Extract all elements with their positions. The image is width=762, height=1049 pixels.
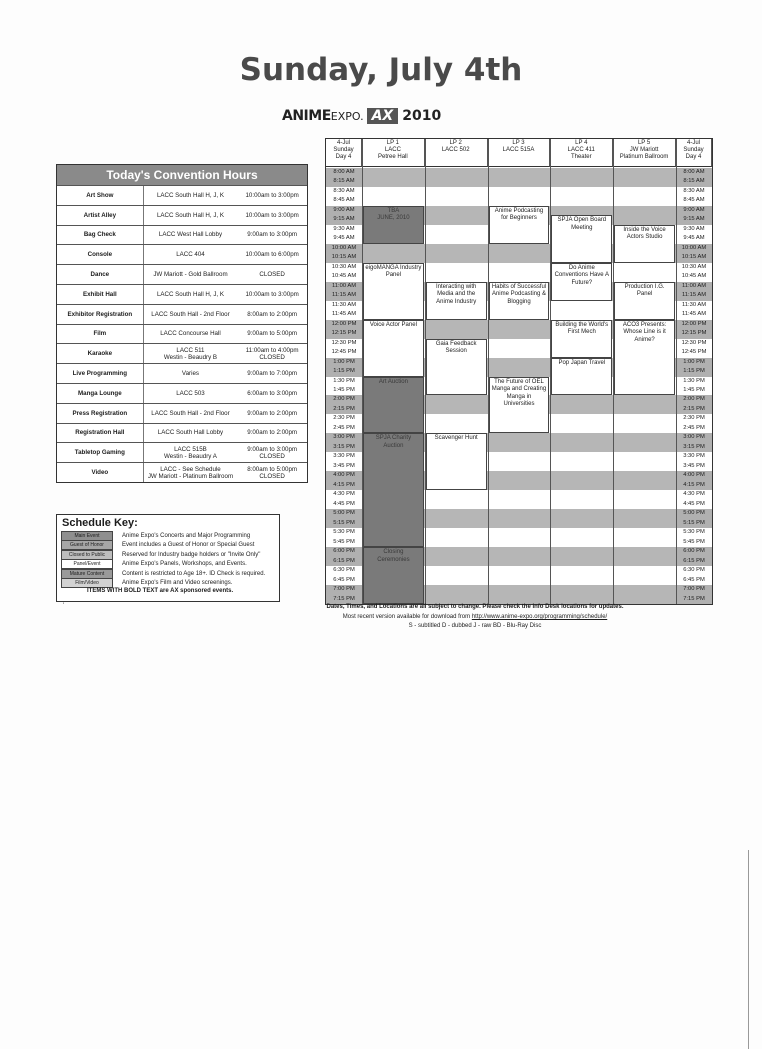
time-slot: 5:00 PM xyxy=(326,509,362,518)
time-slot: 3:15 PM xyxy=(676,443,712,452)
anime-expo-logo xyxy=(282,104,482,128)
hour-band xyxy=(362,177,676,186)
time-slot: 11:30 AM xyxy=(331,301,357,308)
hours-location: JW Mariott - Gold Ballroom xyxy=(153,271,228,279)
key-swatch: Main Event xyxy=(61,531,113,541)
time-slot: 1:00 PM xyxy=(676,358,712,367)
time-slot: 1:00 PM xyxy=(326,358,362,367)
schedule-event: ACO3 Presents: Whose Line is it Anime? xyxy=(614,320,675,396)
time-column-left xyxy=(326,168,362,604)
hours-location: LACC Concourse Hall xyxy=(160,330,221,338)
time-slot: 12:00 PM xyxy=(676,320,712,329)
footer-download-text: Most recent version available for download from xyxy=(342,614,471,620)
key-description: Anime Expo's Film and Video screenings. xyxy=(122,580,233,587)
key-row xyxy=(57,531,279,541)
time-slot: 6:45 PM xyxy=(333,576,355,583)
hours-time: 9:00am to 2:00pm xyxy=(247,409,298,417)
hours-row xyxy=(57,185,307,205)
column-divider xyxy=(488,139,489,604)
column-divider xyxy=(425,139,426,604)
hours-name: Karaoke xyxy=(57,344,144,363)
key-swatch: Mature Content xyxy=(61,569,113,579)
hours-time: 10:00am to 3:00pm xyxy=(245,191,299,199)
hours-row xyxy=(57,403,307,423)
time-slot: 4:15 PM xyxy=(326,481,362,490)
time-slot: 2:30 PM xyxy=(683,415,705,422)
time-slot: 8:30 AM xyxy=(333,187,355,194)
schedule-event: Gaia Feedback Session xyxy=(426,339,487,396)
room-header xyxy=(613,139,676,167)
hours-name: Tabletop Gaming xyxy=(57,443,144,462)
hours-name: Film xyxy=(57,325,144,344)
key-swatch: Film/Video xyxy=(61,578,113,588)
time-slot: 8:15 AM xyxy=(676,177,712,186)
schedule-event: TBA JUNE, 2010 xyxy=(363,206,424,244)
time-slot: 3:15 PM xyxy=(326,443,362,452)
time-slot: 1:45 PM xyxy=(683,387,705,393)
schedule-event: Habits of Successful Anime Podcasting & Blogging xyxy=(489,282,550,320)
hours-location: LACC 515B Westin - Beaudry A xyxy=(164,445,217,460)
logo-expo: EXPO. xyxy=(330,109,364,123)
room-header xyxy=(425,139,488,167)
time-slot: 8:00 AM xyxy=(676,168,712,177)
time-slot: 5:00 PM xyxy=(676,509,712,518)
hours-location: LACC South Hall H, J, K xyxy=(156,290,224,298)
key-row xyxy=(57,550,279,560)
time-slot: 12:45 PM xyxy=(681,349,707,356)
hours-location: LACC South Hall H, J, K xyxy=(156,211,224,219)
key-row xyxy=(57,560,279,570)
room-name: LACC 411 Theater xyxy=(567,147,595,160)
time-slot: 10:15 AM xyxy=(326,253,362,262)
hours-name: Bag Check xyxy=(57,226,144,245)
logo-anime: ANIME xyxy=(282,108,331,124)
time-slot: 11:00 AM xyxy=(326,282,362,291)
hours-location: LACC West Hall Lobby xyxy=(158,231,223,239)
schedule-event: Voice Actor Panel xyxy=(363,320,424,377)
time-header-line: 4-Jul xyxy=(686,140,700,146)
hours-location: LACC South Hall - 2nd Floor xyxy=(151,409,230,417)
time-slot: 9:30 AM xyxy=(683,225,705,232)
footer-legend: S - subtitled D - dubbed J - raw BD - Blu-Ray Disc xyxy=(408,623,542,629)
time-slot: 10:15 AM xyxy=(676,253,712,262)
page-title: Sunday, July 4th xyxy=(239,52,523,88)
hours-time: 9:00am to 3:00pm CLOSED xyxy=(247,445,298,460)
hours-title: Today's Convention Hours xyxy=(57,165,307,185)
time-slot: 5:15 PM xyxy=(676,519,712,528)
hours-row xyxy=(57,363,307,383)
hours-row xyxy=(57,264,307,284)
time-slot: 10:00 AM xyxy=(326,244,362,253)
time-header-line: Sunday xyxy=(683,147,704,153)
hours-row xyxy=(57,442,307,462)
time-header-right xyxy=(676,139,712,167)
hours-location: Varies xyxy=(181,370,200,378)
hours-time: 8:00am to 2:00pm xyxy=(247,310,298,318)
time-slot: 8:45 AM xyxy=(333,197,355,204)
key-description: Anime Expo's Concerts and Major Programming xyxy=(122,532,251,539)
hours-row xyxy=(57,343,307,363)
schedule-grid xyxy=(325,138,713,605)
hours-time: 8:00am to 5:00pm CLOSED xyxy=(247,465,298,480)
time-slot: 12:00 PM xyxy=(326,320,362,329)
key-swatch: Guest of Honor xyxy=(61,540,113,550)
time-column-right xyxy=(676,168,712,604)
time-header-left xyxy=(326,139,362,167)
hours-row xyxy=(57,324,307,344)
time-slot: 10:45 AM xyxy=(681,273,707,280)
time-slot: 9:15 AM xyxy=(326,215,362,224)
hours-location: LACC 503 xyxy=(176,389,205,397)
hours-name: Registration Hall xyxy=(57,424,144,443)
time-slot: 11:15 AM xyxy=(676,291,712,300)
time-header-line: Sunday xyxy=(333,147,354,153)
room-code: LP 3 xyxy=(512,140,525,146)
time-slot: 11:00 AM xyxy=(676,282,712,291)
hours-location: LACC South Hall - 2nd Floor xyxy=(151,310,230,318)
time-slot: 11:30 AM xyxy=(681,301,707,308)
hours-time: 6:00am to 3:00pm xyxy=(247,389,298,397)
time-slot: 6:30 PM xyxy=(333,567,355,574)
hours-row xyxy=(57,205,307,225)
key-swatch: Panel/Event xyxy=(61,559,113,569)
column-divider xyxy=(362,139,363,604)
schedule-event: SPJA Open Board Meeting xyxy=(551,215,612,262)
time-slot: 9:00 AM xyxy=(326,206,362,215)
hours-name: Art Show xyxy=(57,186,144,205)
time-slot: 12:30 PM xyxy=(331,339,357,346)
time-slot: 4:45 PM xyxy=(683,500,705,507)
schedule-event: The Future of OEL Manga and Creating Manga in Universities xyxy=(489,377,550,434)
hours-time: 10:00am to 3:00pm xyxy=(245,290,299,298)
hours-name: Console xyxy=(57,245,144,264)
room-header xyxy=(362,139,425,167)
convention-hours-table xyxy=(56,164,308,483)
page-edge-line xyxy=(748,850,749,1049)
hours-row xyxy=(57,225,307,245)
schedule-link[interactable]: http://www.anime-expo.org/programming/schedule/ xyxy=(471,614,608,620)
time-slot: 4:00 PM xyxy=(326,471,362,480)
schedule-event: Inside the Voice Actors Studio xyxy=(614,225,675,263)
time-slot: 10:30 AM xyxy=(331,263,357,270)
time-slot: 2:15 PM xyxy=(676,405,712,414)
hours-location: LACC 404 xyxy=(176,251,205,259)
hours-time: 9:00am to 2:00pm xyxy=(247,429,298,437)
hours-name: Press Registration xyxy=(57,404,144,423)
time-slot: 6:00 PM xyxy=(326,547,362,556)
hours-row xyxy=(57,423,307,443)
schedule-event: SPJA Charity Auction xyxy=(363,433,424,547)
time-slot: 9:45 AM xyxy=(683,235,705,242)
hours-name: Video xyxy=(57,463,144,482)
hours-location: LACC South Hall Lobby xyxy=(157,429,224,437)
time-slot: 8:00 AM xyxy=(326,168,362,177)
time-slot: 7:15 PM xyxy=(676,595,712,604)
hours-name: Dance xyxy=(57,265,144,284)
time-slot: 10:30 AM xyxy=(681,263,707,270)
key-description: Content is restricted to Age 18+. ID Check is required. xyxy=(122,570,266,577)
time-slot: 7:00 PM xyxy=(326,585,362,594)
key-description: Reserved for Industry badge holders or "Invite Only" xyxy=(122,551,261,558)
hours-time: 10:00am to 3:00pm xyxy=(245,211,299,219)
schedule-event: eigoMANGA Industry Panel xyxy=(363,263,424,320)
schedule-event: Anime Podcasting for Beginners xyxy=(489,206,550,244)
time-slot: 1:30 PM xyxy=(683,377,705,384)
time-slot: 1:15 PM xyxy=(676,367,712,376)
stray-mark: ' xyxy=(63,603,65,609)
time-slot: 2:15 PM xyxy=(326,405,362,414)
hours-time: 11:00am to 4:00pm CLOSED xyxy=(245,346,299,361)
time-slot: 3:30 PM xyxy=(683,453,705,460)
hours-row xyxy=(57,304,307,324)
time-slot: 9:15 AM xyxy=(676,215,712,224)
key-title: Schedule Key: xyxy=(62,517,138,529)
schedule-event: Closing Ceremonies xyxy=(363,547,424,604)
time-slot: 6:45 PM xyxy=(683,576,705,583)
column-divider xyxy=(550,139,551,604)
room-code: LP 4 xyxy=(575,140,588,146)
hours-time: 9:00am to 3:00pm xyxy=(247,231,298,239)
key-footer: ITEMS WITH BOLD TEXT are AX sponsored events. xyxy=(87,588,234,594)
key-description: Event includes a Guest of Honor or Special Guest xyxy=(122,542,255,549)
time-slot: 5:15 PM xyxy=(326,519,362,528)
time-slot: 12:15 PM xyxy=(326,329,362,338)
room-name: LACC Petree Hall xyxy=(378,147,408,160)
footer-disclaimer: Dates, Times, and Locations are all subject to change. Please check the Info Desk locations for updates. xyxy=(326,604,624,610)
schedule-event: Art Auction xyxy=(363,377,424,434)
time-slot: 11:45 AM xyxy=(331,311,357,318)
time-slot: 11:15 AM xyxy=(326,291,362,300)
room-header xyxy=(550,139,613,167)
hours-row xyxy=(57,383,307,403)
time-slot: 9:00 AM xyxy=(676,206,712,215)
time-slot: 9:45 AM xyxy=(333,235,355,242)
schedule-event: Interacting with Media and the Anime Industry xyxy=(426,282,487,320)
hours-row xyxy=(57,462,307,482)
hours-name: Artist Alley xyxy=(57,206,144,225)
time-slot: 2:30 PM xyxy=(333,415,355,422)
time-slot: 3:30 PM xyxy=(333,453,355,460)
time-slot: 6:30 PM xyxy=(683,567,705,574)
hours-name: Exhibitor Registration xyxy=(57,305,144,324)
time-header-line: Day 4 xyxy=(335,154,352,160)
hours-row xyxy=(57,284,307,304)
time-header-line: 4-Jul xyxy=(336,140,350,146)
time-slot: 4:15 PM xyxy=(676,481,712,490)
room-code: LP 2 xyxy=(449,140,462,146)
time-slot: 4:30 PM xyxy=(683,491,705,498)
time-slot: 8:45 AM xyxy=(683,197,705,204)
schedule-event: Pop Japan Travel xyxy=(551,358,612,396)
hour-band xyxy=(362,168,676,177)
room-name: LACC 502 xyxy=(441,147,470,153)
hours-name: Exhibit Hall xyxy=(57,285,144,304)
time-slot: 10:45 AM xyxy=(331,273,357,280)
time-slot: 7:00 PM xyxy=(676,585,712,594)
column-divider xyxy=(676,139,677,604)
key-row xyxy=(57,569,279,579)
key-row xyxy=(57,541,279,551)
column-divider xyxy=(613,139,614,604)
time-slot: 6:15 PM xyxy=(326,557,362,566)
hours-location: LACC - See Schedule JW Mariott - Platinum Ballroom xyxy=(147,465,234,480)
time-slot: 4:45 PM xyxy=(333,500,355,507)
key-description: Anime Expo's Panels, Workshops, and Events. xyxy=(122,561,247,568)
time-slot: 1:30 PM xyxy=(333,377,355,384)
time-slot: 3:45 PM xyxy=(683,462,705,469)
time-slot: 2:00 PM xyxy=(326,395,362,404)
schedule-event: Scavenger Hunt xyxy=(426,433,487,490)
schedule-key xyxy=(56,514,280,602)
key-swatch: Closed to Public xyxy=(61,550,113,560)
logo-ax: AX xyxy=(367,108,399,124)
schedule-event: Production I.G. Panel xyxy=(614,282,675,320)
hours-name: Live Programming xyxy=(57,364,144,383)
time-slot: 4:30 PM xyxy=(333,491,355,498)
time-header-line: Day 4 xyxy=(685,154,702,160)
time-slot: 3:45 PM xyxy=(333,462,355,469)
time-slot: 3:00 PM xyxy=(676,433,712,442)
schedule-event: Do Anime Conventions Have A Future? xyxy=(551,263,612,301)
time-slot: 5:45 PM xyxy=(683,538,705,545)
time-slot: 12:30 PM xyxy=(681,339,707,346)
time-slot: 6:15 PM xyxy=(676,557,712,566)
time-slot: 11:45 AM xyxy=(681,311,707,318)
time-slot: 8:15 AM xyxy=(326,177,362,186)
time-slot: 5:30 PM xyxy=(683,529,705,536)
time-slot: 4:00 PM xyxy=(676,471,712,480)
hours-time: 9:00am to 5:00pm xyxy=(247,330,298,338)
logo-year: 2010 xyxy=(402,108,442,124)
hours-time: CLOSED xyxy=(259,271,285,279)
key-row xyxy=(57,579,279,589)
time-slot: 9:30 AM xyxy=(333,225,355,232)
time-slot: 2:45 PM xyxy=(683,424,705,431)
hours-location: LACC 511 Westin - Beaudry B xyxy=(163,346,218,361)
hours-name: Manga Lounge xyxy=(57,384,144,403)
hours-location: LACC South Hall H, J, K xyxy=(156,191,224,199)
schedule-event: Building the World's First Mech xyxy=(551,320,612,358)
hours-time: 9:00am to 7:00pm xyxy=(247,370,298,378)
footer-download xyxy=(200,614,750,620)
room-code: LP 5 xyxy=(637,140,651,146)
room-name: LACC 515A xyxy=(502,147,535,153)
time-slot: 6:00 PM xyxy=(676,547,712,556)
time-slot: 2:00 PM xyxy=(676,395,712,404)
time-slot: 5:30 PM xyxy=(333,529,355,536)
time-slot: 2:45 PM xyxy=(333,424,355,431)
room-header xyxy=(488,139,551,167)
time-slot: 5:45 PM xyxy=(333,538,355,545)
time-slot: 8:30 AM xyxy=(683,187,705,194)
time-slot: 1:15 PM xyxy=(326,367,362,376)
time-slot: 3:00 PM xyxy=(326,433,362,442)
hours-row xyxy=(57,244,307,264)
room-name: JW Mariott Platinum Ballroom xyxy=(619,147,669,160)
room-code: LP 1 xyxy=(386,140,400,146)
time-slot: 1:45 PM xyxy=(333,387,355,393)
time-slot: 10:00 AM xyxy=(676,244,712,253)
time-slot: 7:15 PM xyxy=(326,595,362,604)
time-slot: 12:15 PM xyxy=(676,329,712,338)
hours-time: 10:00am to 6:00pm xyxy=(245,251,299,259)
time-slot: 12:45 PM xyxy=(331,349,357,356)
